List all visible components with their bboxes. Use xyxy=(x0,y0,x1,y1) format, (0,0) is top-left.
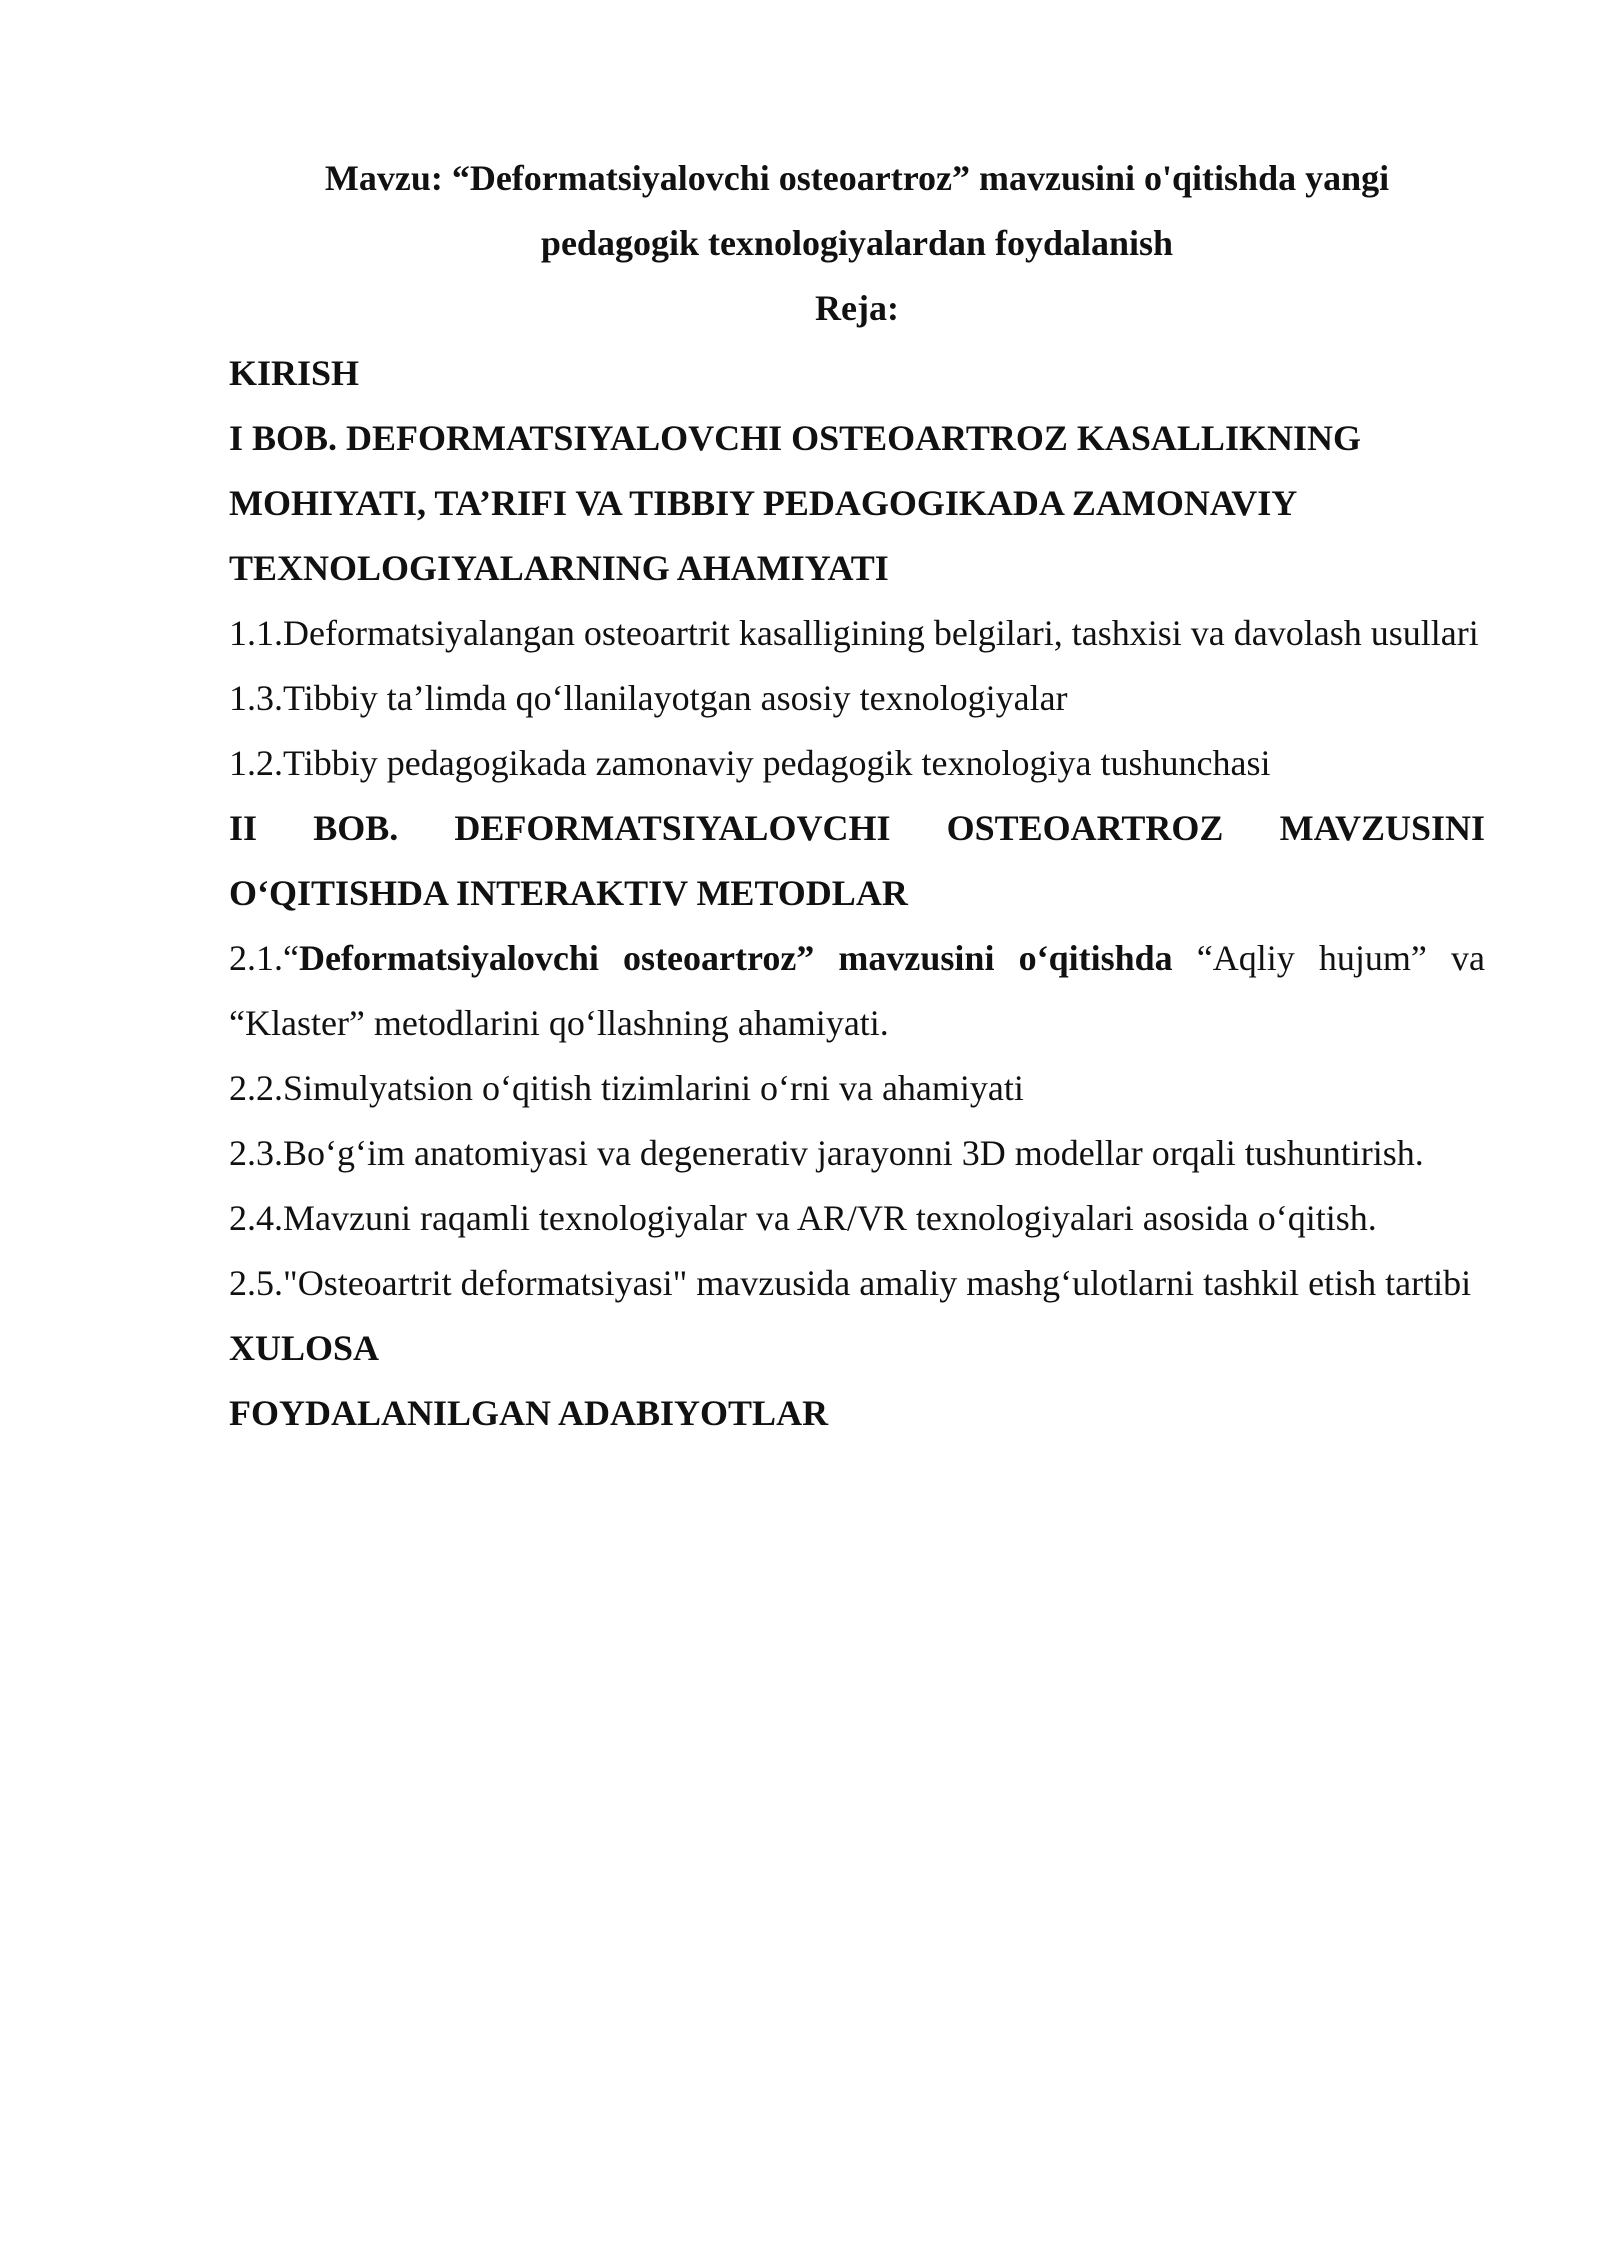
chapter-2-heading-line-2: O‘QITISHDA INTERAKTIV METODLAR xyxy=(229,873,908,913)
section-1-3: 1.3.Tibbiy ta’limda qo‘llanilayotgan asosiy texnologiyalar xyxy=(229,678,1068,718)
intro-heading: KIRISH xyxy=(229,353,360,393)
plan-heading: Reja: xyxy=(815,288,899,328)
conclusion-heading: XULOSA xyxy=(229,1328,380,1368)
section-2-1-prefix: 2.1.“ xyxy=(229,938,299,978)
section-1-1: 1.1.Deformatsiyalangan osteoartrit kasalligining belgilari, tashxisi va davolash usullari xyxy=(229,613,1479,653)
section-2-2: 2.2.Simulyatsion o‘qitish tizimlarini o‘rni va ahamiyati xyxy=(229,1068,1024,1108)
section-2-3: 2.3.Bo‘g‘im anatomiyasi va degenerativ jarayonni 3D modellar orqali tushuntirish. xyxy=(229,1133,1424,1173)
section-2-1-bold-title: Deformatsiyalovchi osteoartroz” mavzusini o‘qitishda xyxy=(298,938,1173,978)
chapter-1-heading-line-3: TEXNOLOGIYALARNING AHAMIYATI xyxy=(229,548,889,588)
section-1-2: 1.2.Tibbiy pedagogikada zamonaviy pedagogik texnologiya tushunchasi xyxy=(229,743,1271,783)
references-heading: FOYDALANILGAN ADABIYOTLAR xyxy=(229,1393,829,1433)
topic-title-line-1: Mavzu: “Deformatsiyalovchi osteoartroz” mavzusini o'qitishda yangi xyxy=(324,158,1390,198)
section-2-4: 2.4.Mavzuni raqamli texnologiyalar va AR/VR texnologiyalari asosida o‘qitish. xyxy=(229,1198,1377,1238)
document-content xyxy=(229,146,1485,1446)
section-2-5: 2.5."Osteoartrit deformatsiyasi" mavzusida amaliy mashg‘ulotlarni tashkil etish tartibi xyxy=(229,1263,1472,1303)
section-2-1 xyxy=(229,926,1485,1056)
chapter-2-heading-line-1: II BOB. DEFORMATSIYALOVCHI OSTEOARTROZ MAVZUSINI xyxy=(229,808,1485,848)
chapter-1-heading-line-2: MOHIYATI, TA’RIFI VA TIBBIY PEDAGOGIKADA ZAMONAVIY xyxy=(229,483,1298,523)
chapter-1-heading-line-1: I BOB. DEFORMATSIYALOVCHI OSTEOARTROZ KASALLIKNING xyxy=(229,418,1361,458)
topic-title-line-2: pedagogik texnologiyalardan foydalanish xyxy=(540,223,1174,263)
section-2-1-suffix: “Aqliy hujum” va “Klaster” metodlarini qo‘llashning ahamiyati. xyxy=(229,938,1485,1043)
